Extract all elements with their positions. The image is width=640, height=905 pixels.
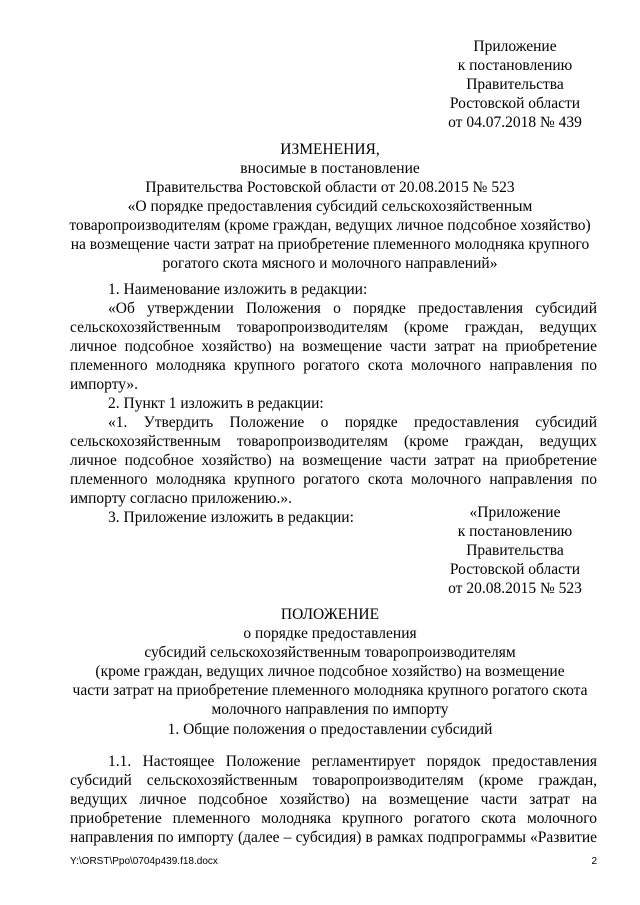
amendments-body <box>70 280 597 527</box>
amendment-item-2: 2. Пункт 1 изложить в редакции: <box>108 395 324 412</box>
file-path: Y:\ORST\Ppo\0704p439.f18.docx <box>70 856 218 867</box>
regulation-title-line: молочного направления по импорту <box>211 701 449 718</box>
appendix-line: Приложение <box>473 38 557 55</box>
title-line: «О порядке предоставления субсидий сельскохозяйственным <box>127 198 533 215</box>
appendix-line: от 04.07.2018 № 439 <box>448 114 582 131</box>
regulation-title-line: о порядке предоставления <box>243 625 417 642</box>
inner-appendix <box>430 503 600 598</box>
changes-title: ИЗМЕНЕНИЯ, <box>280 141 380 158</box>
amendment-item-1: 1. Наименование изложить в редакции: <box>108 281 368 298</box>
regulation-title: ПОЛОЖЕНИЕ <box>280 606 380 623</box>
inner-appendix-line: Ростовской области <box>449 561 581 578</box>
title-line: рогатого скота мясного и молочного направлений» <box>162 255 498 272</box>
inner-appendix-line: от 20.08.2015 № 523 <box>448 580 582 597</box>
section-heading-block <box>40 720 620 739</box>
regulation-title-block <box>40 605 620 719</box>
title-line: Правительства Ростовской области от 20.08.2015 № 523 <box>145 179 515 196</box>
appendix-line: Правительства <box>466 76 564 93</box>
regulation-title-line: (кроме граждан, ведущих личное подсобное хозяйство) на возмещение <box>95 663 565 680</box>
page-number: 2 <box>591 856 597 867</box>
inner-appendix-line: к постановлению <box>457 523 573 540</box>
inner-appendix-line: «Приложение <box>469 504 561 521</box>
amendment-new-point-1: «1. Утвердить Положение о порядке предоставления субсидий сельскохозяйственным товаропроизводителям (кроме граждан, ведущих личное подсобное хозяйство) на возмещение части затрат на приобретение племенного молодняка крупного рогатого скота молочного направления по импорту согласно приложению.». <box>70 414 597 507</box>
changes-title-block <box>40 140 620 273</box>
title-line: товаропроизводителям (кроме граждан, ведущих личное подсобное хозяйство) <box>69 217 591 234</box>
appendix-line: к постановлению <box>457 57 573 74</box>
title-line: на возмещение части затрат на приобретение племенного молодняка крупного <box>70 236 590 253</box>
appendix-line: Ростовской области <box>449 95 581 112</box>
regulation-body <box>70 752 597 847</box>
inner-appendix-line: Правительства <box>466 542 564 559</box>
header-appendix <box>430 37 600 132</box>
regulation-title-line: части затрат на приобретение племенного молодняка крупного рогатого скота <box>72 682 588 699</box>
title-line: вносимые в постановление <box>240 160 420 177</box>
regulation-title-line: субсидий сельскохозяйственным товаропроизводителям <box>144 644 516 661</box>
amendment-item-3: 3. Приложение изложить в редакции: <box>108 509 354 526</box>
amendment-new-title: «Об утверждении Положения о порядке предоставления субсидий сельскохозяйственным товаропроизводителям (кроме граждан, ведущих личное подсобное хозяйство) на возмещение части затрат на приобретение племенного молодняка крупного рогатого скота молочного направления по импорту». <box>70 300 597 393</box>
section-heading: 1. Общие положения о предоставлении субсидий <box>167 721 493 738</box>
paragraph-1-1: 1.1. Настоящее Положение регламентирует порядок предоставления субсидий сельскохозяйственным товаропроизводителям (кроме граждан, ведущих личное подсобное хозяйство) на возмещение части затрат на приобретение племенного молодняка крупного рогатого скота молочного направления по импорту (далее – субсидия) в рамках подпрограммы «Развитие <box>70 753 597 846</box>
